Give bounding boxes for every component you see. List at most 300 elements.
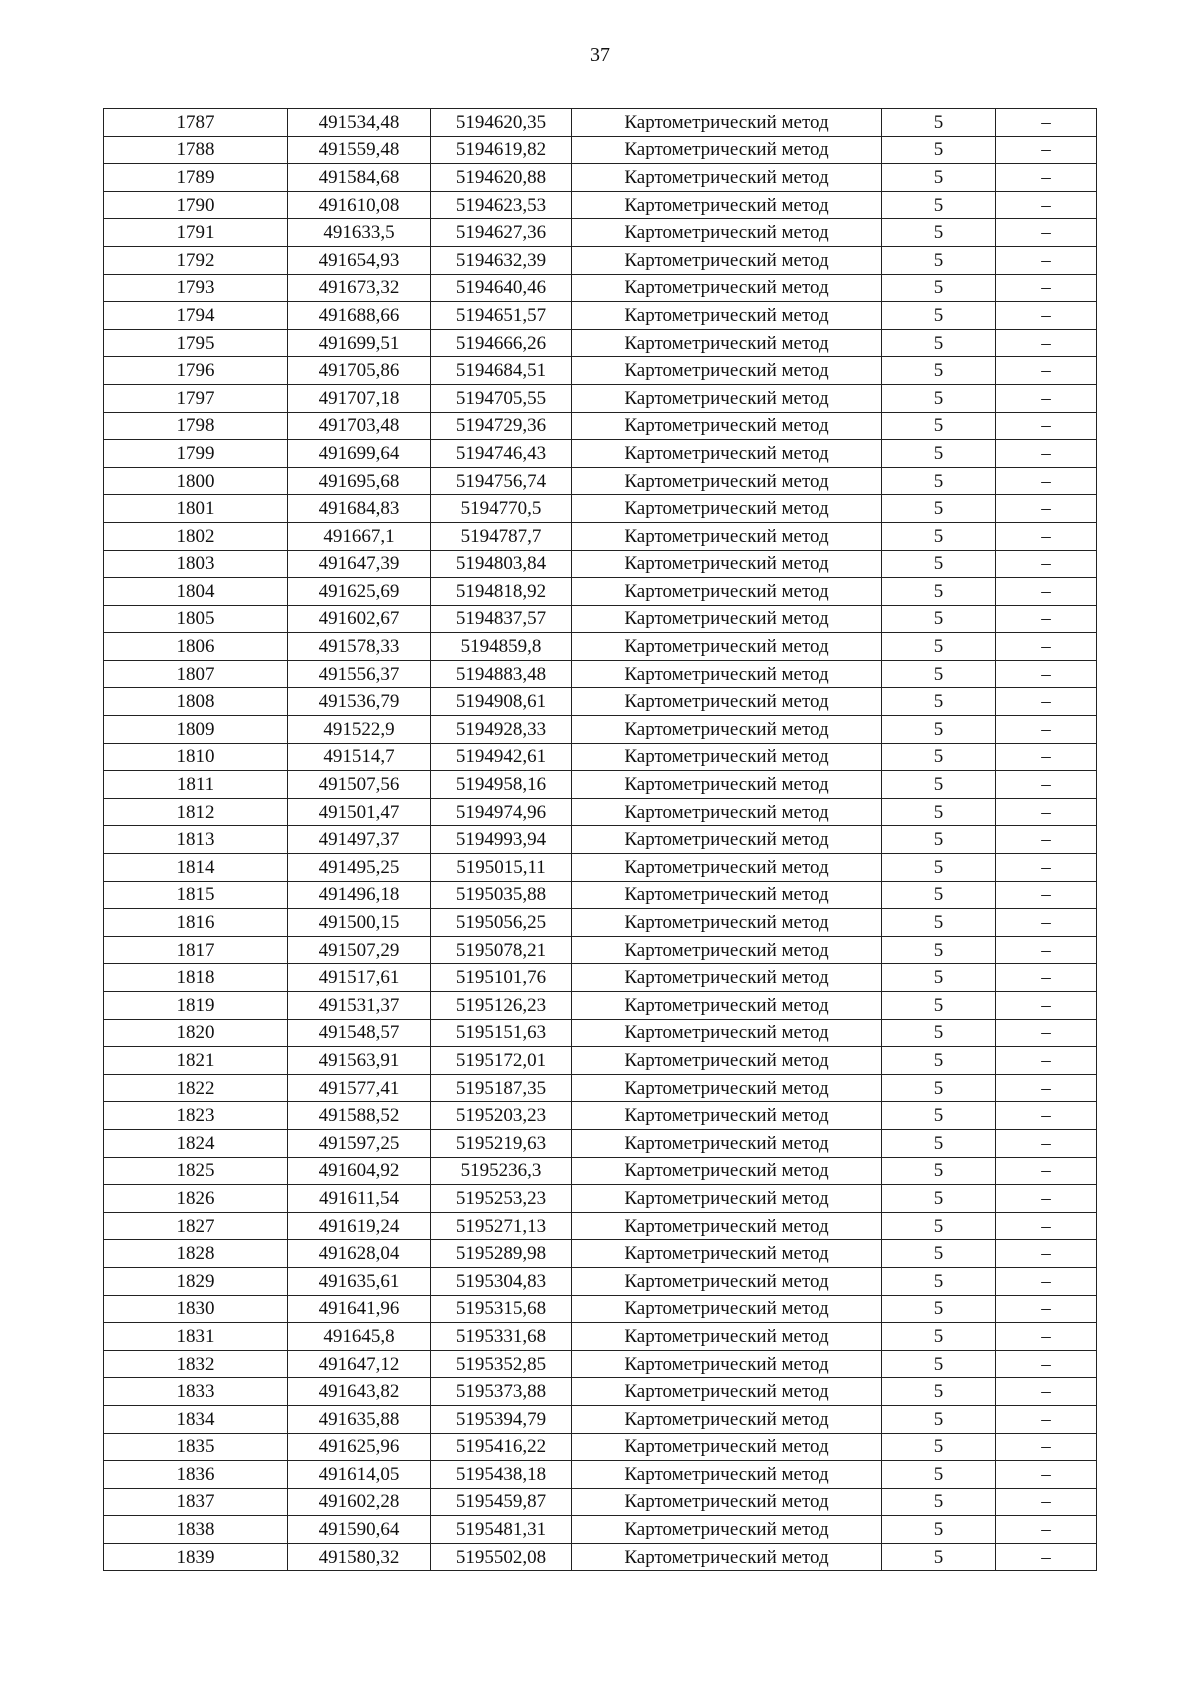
table-row [104, 1019, 1097, 1047]
method-cell: Картометрический метод [572, 1378, 882, 1406]
method-cell: Картометрический метод [572, 881, 882, 909]
note-cell: – [996, 302, 1097, 330]
accuracy-cell: 5 [882, 384, 996, 412]
y-coordinate-cell: 5194666,26 [431, 329, 572, 357]
y-coordinate-cell: 5194837,57 [431, 605, 572, 633]
method-cell: Картометрический метод [572, 1323, 882, 1351]
table-row [104, 384, 1097, 412]
note-cell: – [996, 1461, 1097, 1489]
point-number-cell: 1831 [104, 1323, 288, 1351]
x-coordinate-cell: 491635,61 [288, 1267, 431, 1295]
table-row [104, 274, 1097, 302]
x-coordinate-cell: 491614,05 [288, 1461, 431, 1489]
method-cell: Картометрический метод [572, 578, 882, 606]
y-coordinate-cell: 5194619,82 [431, 136, 572, 164]
y-coordinate-cell: 5195373,88 [431, 1378, 572, 1406]
point-number-cell: 1795 [104, 329, 288, 357]
x-coordinate-cell: 491611,54 [288, 1185, 431, 1213]
note-cell: – [996, 1074, 1097, 1102]
method-cell: Картометрический метод [572, 1433, 882, 1461]
point-number-cell: 1811 [104, 771, 288, 799]
table-row [104, 1378, 1097, 1406]
method-cell: Картометрический метод [572, 660, 882, 688]
point-number-cell: 1836 [104, 1461, 288, 1489]
accuracy-cell: 5 [882, 1267, 996, 1295]
y-coordinate-cell: 5195101,76 [431, 964, 572, 992]
point-number-cell: 1834 [104, 1405, 288, 1433]
note-cell: – [996, 743, 1097, 771]
method-cell: Картометрический метод [572, 1102, 882, 1130]
point-number-cell: 1817 [104, 936, 288, 964]
point-number-cell: 1822 [104, 1074, 288, 1102]
table-row [104, 605, 1097, 633]
accuracy-cell: 5 [882, 660, 996, 688]
table-row [104, 302, 1097, 330]
method-cell: Картометрический метод [572, 274, 882, 302]
x-coordinate-cell: 491654,93 [288, 246, 431, 274]
accuracy-cell: 5 [882, 246, 996, 274]
method-cell: Картометрический метод [572, 550, 882, 578]
accuracy-cell: 5 [882, 1350, 996, 1378]
accuracy-cell: 5 [882, 1378, 996, 1406]
point-number-cell: 1805 [104, 605, 288, 633]
accuracy-cell: 5 [882, 578, 996, 606]
table-row [104, 1350, 1097, 1378]
x-coordinate-cell: 491495,25 [288, 854, 431, 882]
method-cell: Картометрический метод [572, 219, 882, 247]
y-coordinate-cell: 5194620,88 [431, 164, 572, 192]
table-row [104, 1240, 1097, 1268]
accuracy-cell: 5 [882, 164, 996, 192]
note-cell: – [996, 936, 1097, 964]
accuracy-cell: 5 [882, 854, 996, 882]
accuracy-cell: 5 [882, 440, 996, 468]
table-row [104, 964, 1097, 992]
note-cell: – [996, 826, 1097, 854]
x-coordinate-cell: 491625,69 [288, 578, 431, 606]
method-cell: Картометрический метод [572, 136, 882, 164]
method-cell: Картометрический метод [572, 1074, 882, 1102]
y-coordinate-cell: 5194620,35 [431, 109, 572, 137]
accuracy-cell: 5 [882, 357, 996, 385]
accuracy-cell: 5 [882, 1240, 996, 1268]
y-coordinate-cell: 5195394,79 [431, 1405, 572, 1433]
accuracy-cell: 5 [882, 1488, 996, 1516]
note-cell: – [996, 688, 1097, 716]
method-cell: Картометрический метод [572, 1129, 882, 1157]
x-coordinate-cell: 491610,08 [288, 191, 431, 219]
point-number-cell: 1815 [104, 881, 288, 909]
y-coordinate-cell: 5194908,61 [431, 688, 572, 716]
x-coordinate-cell: 491635,88 [288, 1405, 431, 1433]
note-cell: – [996, 246, 1097, 274]
y-coordinate-cell: 5194623,53 [431, 191, 572, 219]
table-row [104, 467, 1097, 495]
x-coordinate-cell: 491695,68 [288, 467, 431, 495]
table-row [104, 495, 1097, 523]
y-coordinate-cell: 5195236,3 [431, 1157, 572, 1185]
method-cell: Картометрический метод [572, 1516, 882, 1544]
point-number-cell: 1833 [104, 1378, 288, 1406]
point-number-cell: 1791 [104, 219, 288, 247]
table-row [104, 1323, 1097, 1351]
note-cell: – [996, 798, 1097, 826]
point-number-cell: 1821 [104, 1047, 288, 1075]
x-coordinate-cell: 491578,33 [288, 633, 431, 661]
table-row [104, 798, 1097, 826]
point-number-cell: 1832 [104, 1350, 288, 1378]
x-coordinate-cell: 491517,61 [288, 964, 431, 992]
table-row [104, 522, 1097, 550]
note-cell: – [996, 440, 1097, 468]
note-cell: – [996, 1543, 1097, 1571]
point-number-cell: 1818 [104, 964, 288, 992]
note-cell: – [996, 578, 1097, 606]
table-row [104, 743, 1097, 771]
method-cell: Картометрический метод [572, 412, 882, 440]
accuracy-cell: 5 [882, 633, 996, 661]
x-coordinate-cell: 491641,96 [288, 1295, 431, 1323]
accuracy-cell: 5 [882, 274, 996, 302]
accuracy-cell: 5 [882, 605, 996, 633]
accuracy-cell: 5 [882, 1019, 996, 1047]
note-cell: – [996, 854, 1097, 882]
point-number-cell: 1794 [104, 302, 288, 330]
point-number-cell: 1814 [104, 854, 288, 882]
y-coordinate-cell: 5195502,08 [431, 1543, 572, 1571]
accuracy-cell: 5 [882, 412, 996, 440]
point-number-cell: 1820 [104, 1019, 288, 1047]
note-cell: – [996, 1129, 1097, 1157]
method-cell: Картометрический метод [572, 1157, 882, 1185]
note-cell: – [996, 1323, 1097, 1351]
table-row [104, 550, 1097, 578]
method-cell: Картометрический метод [572, 1267, 882, 1295]
accuracy-cell: 5 [882, 550, 996, 578]
note-cell: – [996, 1433, 1097, 1461]
table-row [104, 1461, 1097, 1489]
x-coordinate-cell: 491707,18 [288, 384, 431, 412]
y-coordinate-cell: 5195203,23 [431, 1102, 572, 1130]
table-row [104, 109, 1097, 137]
note-cell: – [996, 1350, 1097, 1378]
table-row [104, 854, 1097, 882]
x-coordinate-cell: 491590,64 [288, 1516, 431, 1544]
point-number-cell: 1801 [104, 495, 288, 523]
accuracy-cell: 5 [882, 329, 996, 357]
method-cell: Картометрический метод [572, 633, 882, 661]
y-coordinate-cell: 5194729,36 [431, 412, 572, 440]
method-cell: Картометрический метод [572, 688, 882, 716]
point-number-cell: 1828 [104, 1240, 288, 1268]
table-row [104, 1129, 1097, 1157]
point-number-cell: 1812 [104, 798, 288, 826]
y-coordinate-cell: 5195352,85 [431, 1350, 572, 1378]
accuracy-cell: 5 [882, 826, 996, 854]
note-cell: – [996, 1405, 1097, 1433]
table-row [104, 826, 1097, 854]
accuracy-cell: 5 [882, 302, 996, 330]
note-cell: – [996, 1157, 1097, 1185]
note-cell: – [996, 1019, 1097, 1047]
y-coordinate-cell: 5195481,31 [431, 1516, 572, 1544]
x-coordinate-cell: 491577,41 [288, 1074, 431, 1102]
method-cell: Картометрический метод [572, 495, 882, 523]
accuracy-cell: 5 [882, 1185, 996, 1213]
method-cell: Картометрический метод [572, 191, 882, 219]
note-cell: – [996, 771, 1097, 799]
point-number-cell: 1826 [104, 1185, 288, 1213]
method-cell: Картометрический метод [572, 109, 882, 137]
note-cell: – [996, 909, 1097, 937]
y-coordinate-cell: 5195151,63 [431, 1019, 572, 1047]
table-row [104, 1185, 1097, 1213]
accuracy-cell: 5 [882, 743, 996, 771]
note-cell: – [996, 1102, 1097, 1130]
y-coordinate-cell: 5194859,8 [431, 633, 572, 661]
y-coordinate-cell: 5195172,01 [431, 1047, 572, 1075]
method-cell: Картометрический метод [572, 854, 882, 882]
point-number-cell: 1790 [104, 191, 288, 219]
x-coordinate-cell: 491597,25 [288, 1129, 431, 1157]
point-number-cell: 1797 [104, 384, 288, 412]
x-coordinate-cell: 491602,67 [288, 605, 431, 633]
x-coordinate-cell: 491647,12 [288, 1350, 431, 1378]
y-coordinate-cell: 5194787,7 [431, 522, 572, 550]
note-cell: – [996, 219, 1097, 247]
note-cell: – [996, 467, 1097, 495]
accuracy-cell: 5 [882, 1157, 996, 1185]
point-number-cell: 1819 [104, 992, 288, 1020]
note-cell: – [996, 1185, 1097, 1213]
note-cell: – [996, 992, 1097, 1020]
method-cell: Картометрический метод [572, 1047, 882, 1075]
x-coordinate-cell: 491705,86 [288, 357, 431, 385]
method-cell: Картометрический метод [572, 329, 882, 357]
point-number-cell: 1806 [104, 633, 288, 661]
x-coordinate-cell: 491507,56 [288, 771, 431, 799]
point-number-cell: 1830 [104, 1295, 288, 1323]
x-coordinate-cell: 491548,57 [288, 1019, 431, 1047]
table-row [104, 1102, 1097, 1130]
accuracy-cell: 5 [882, 1543, 996, 1571]
point-number-cell: 1796 [104, 357, 288, 385]
accuracy-cell: 5 [882, 1212, 996, 1240]
y-coordinate-cell: 5194651,57 [431, 302, 572, 330]
y-coordinate-cell: 5195187,35 [431, 1074, 572, 1102]
note-cell: – [996, 964, 1097, 992]
method-cell: Картометрический метод [572, 798, 882, 826]
point-number-cell: 1809 [104, 716, 288, 744]
y-coordinate-cell: 5194803,84 [431, 550, 572, 578]
point-number-cell: 1813 [104, 826, 288, 854]
y-coordinate-cell: 5194756,74 [431, 467, 572, 495]
x-coordinate-cell: 491501,47 [288, 798, 431, 826]
y-coordinate-cell: 5194627,36 [431, 219, 572, 247]
note-cell: – [996, 1488, 1097, 1516]
table-row [104, 1488, 1097, 1516]
table-row [104, 1405, 1097, 1433]
table-row [104, 992, 1097, 1020]
page-number: 37 [590, 44, 610, 66]
y-coordinate-cell: 5195253,23 [431, 1185, 572, 1213]
note-cell: – [996, 633, 1097, 661]
x-coordinate-cell: 491667,1 [288, 522, 431, 550]
accuracy-cell: 5 [882, 1047, 996, 1075]
x-coordinate-cell: 491688,66 [288, 302, 431, 330]
note-cell: – [996, 660, 1097, 688]
table-row [104, 246, 1097, 274]
point-number-cell: 1799 [104, 440, 288, 468]
point-number-cell: 1788 [104, 136, 288, 164]
note-cell: – [996, 1212, 1097, 1240]
x-coordinate-cell: 491684,83 [288, 495, 431, 523]
note-cell: – [996, 605, 1097, 633]
x-coordinate-cell: 491584,68 [288, 164, 431, 192]
method-cell: Картометрический метод [572, 826, 882, 854]
note-cell: – [996, 191, 1097, 219]
point-number-cell: 1827 [104, 1212, 288, 1240]
method-cell: Картометрический метод [572, 605, 882, 633]
accuracy-cell: 5 [882, 688, 996, 716]
accuracy-cell: 5 [882, 798, 996, 826]
note-cell: – [996, 329, 1097, 357]
method-cell: Картометрический метод [572, 716, 882, 744]
point-number-cell: 1802 [104, 522, 288, 550]
note-cell: – [996, 274, 1097, 302]
method-cell: Картометрический метод [572, 1350, 882, 1378]
method-cell: Картометрический метод [572, 467, 882, 495]
x-coordinate-cell: 491633,5 [288, 219, 431, 247]
x-coordinate-cell: 491556,37 [288, 660, 431, 688]
coordinates-table-body [104, 109, 1097, 1571]
table-row [104, 771, 1097, 799]
table-row [104, 1295, 1097, 1323]
x-coordinate-cell: 491531,37 [288, 992, 431, 1020]
x-coordinate-cell: 491645,8 [288, 1323, 431, 1351]
method-cell: Картометрический метод [572, 1185, 882, 1213]
table-row [104, 716, 1097, 744]
table-row [104, 1157, 1097, 1185]
method-cell: Картометрический метод [572, 1405, 882, 1433]
y-coordinate-cell: 5195416,22 [431, 1433, 572, 1461]
table-row [104, 1212, 1097, 1240]
accuracy-cell: 5 [882, 495, 996, 523]
method-cell: Картометрический метод [572, 1543, 882, 1571]
point-number-cell: 1808 [104, 688, 288, 716]
table-row [104, 412, 1097, 440]
note-cell: – [996, 522, 1097, 550]
y-coordinate-cell: 5195056,25 [431, 909, 572, 937]
accuracy-cell: 5 [882, 716, 996, 744]
x-coordinate-cell: 491496,18 [288, 881, 431, 909]
x-coordinate-cell: 491699,51 [288, 329, 431, 357]
y-coordinate-cell: 5194958,16 [431, 771, 572, 799]
y-coordinate-cell: 5194640,46 [431, 274, 572, 302]
x-coordinate-cell: 491625,96 [288, 1433, 431, 1461]
method-cell: Картометрический метод [572, 1295, 882, 1323]
y-coordinate-cell: 5195315,68 [431, 1295, 572, 1323]
note-cell: – [996, 1267, 1097, 1295]
y-coordinate-cell: 5194974,96 [431, 798, 572, 826]
x-coordinate-cell: 491534,48 [288, 109, 431, 137]
table-row [104, 1516, 1097, 1544]
accuracy-cell: 5 [882, 771, 996, 799]
y-coordinate-cell: 5195035,88 [431, 881, 572, 909]
x-coordinate-cell: 491497,37 [288, 826, 431, 854]
accuracy-cell: 5 [882, 522, 996, 550]
method-cell: Картометрический метод [572, 1488, 882, 1516]
y-coordinate-cell: 5194993,94 [431, 826, 572, 854]
note-cell: – [996, 1295, 1097, 1323]
point-number-cell: 1837 [104, 1488, 288, 1516]
accuracy-cell: 5 [882, 1405, 996, 1433]
method-cell: Картометрический метод [572, 771, 882, 799]
table-row [104, 1543, 1097, 1571]
table-row [104, 660, 1097, 688]
y-coordinate-cell: 5195078,21 [431, 936, 572, 964]
note-cell: – [996, 109, 1097, 137]
y-coordinate-cell: 5194942,61 [431, 743, 572, 771]
method-cell: Картометрический метод [572, 992, 882, 1020]
point-number-cell: 1825 [104, 1157, 288, 1185]
point-number-cell: 1787 [104, 109, 288, 137]
y-coordinate-cell: 5195304,83 [431, 1267, 572, 1295]
accuracy-cell: 5 [882, 992, 996, 1020]
y-coordinate-cell: 5195271,13 [431, 1212, 572, 1240]
accuracy-cell: 5 [882, 881, 996, 909]
accuracy-cell: 5 [882, 936, 996, 964]
table-row [104, 1433, 1097, 1461]
point-number-cell: 1789 [104, 164, 288, 192]
note-cell: – [996, 550, 1097, 578]
x-coordinate-cell: 491588,52 [288, 1102, 431, 1130]
coordinates-table [103, 108, 1097, 1571]
x-coordinate-cell: 491628,04 [288, 1240, 431, 1268]
point-number-cell: 1793 [104, 274, 288, 302]
y-coordinate-cell: 5194705,55 [431, 384, 572, 412]
table-row [104, 1267, 1097, 1295]
accuracy-cell: 5 [882, 1461, 996, 1489]
x-coordinate-cell: 491619,24 [288, 1212, 431, 1240]
accuracy-cell: 5 [882, 1102, 996, 1130]
y-coordinate-cell: 5194746,43 [431, 440, 572, 468]
y-coordinate-cell: 5194818,92 [431, 578, 572, 606]
point-number-cell: 1816 [104, 909, 288, 937]
x-coordinate-cell: 491699,64 [288, 440, 431, 468]
point-number-cell: 1810 [104, 743, 288, 771]
point-number-cell: 1838 [104, 1516, 288, 1544]
method-cell: Картометрический метод [572, 384, 882, 412]
note-cell: – [996, 495, 1097, 523]
note-cell: – [996, 1047, 1097, 1075]
table-row [104, 164, 1097, 192]
accuracy-cell: 5 [882, 964, 996, 992]
accuracy-cell: 5 [882, 219, 996, 247]
note-cell: – [996, 1240, 1097, 1268]
table-row [104, 688, 1097, 716]
point-number-cell: 1792 [104, 246, 288, 274]
note-cell: – [996, 1378, 1097, 1406]
note-cell: – [996, 881, 1097, 909]
accuracy-cell: 5 [882, 1323, 996, 1351]
x-coordinate-cell: 491703,48 [288, 412, 431, 440]
accuracy-cell: 5 [882, 136, 996, 164]
x-coordinate-cell: 491500,15 [288, 909, 431, 937]
y-coordinate-cell: 5195459,87 [431, 1488, 572, 1516]
table-row [104, 909, 1097, 937]
table-row [104, 936, 1097, 964]
